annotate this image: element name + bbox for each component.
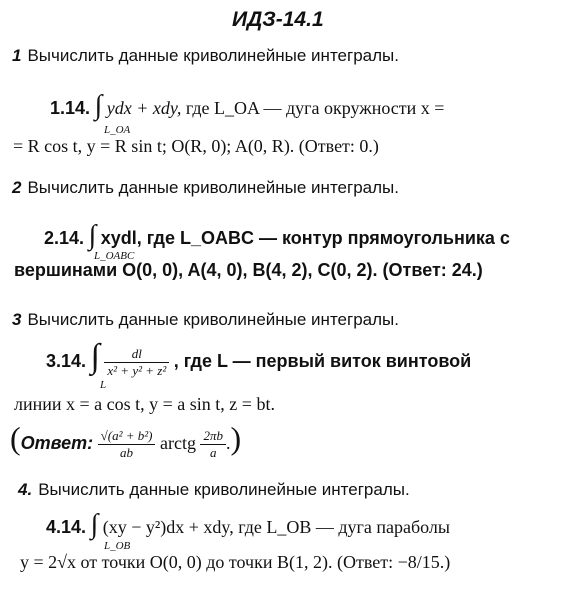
task-heading-1	[12, 46, 399, 66]
condition-text: xydl, где L_OABC — контур прямоугольника с	[100, 228, 510, 248]
fraction-denominator: ab	[120, 445, 134, 461]
page-title: ИДЗ-14.1	[232, 8, 324, 31]
integral-sign: ∫	[90, 509, 99, 540]
fraction-denominator: x² + y² + z²	[107, 363, 167, 379]
task-heading-2	[12, 178, 399, 198]
integral-subscript: L_OABC	[94, 250, 135, 262]
fraction-numerator: √(a² + b²)	[98, 428, 156, 445]
task-number: 2	[12, 178, 22, 197]
task-text: Вычислить данные криволинейные интегралы.	[27, 178, 399, 197]
problem-2-line-2: вершинами O(0, 0), A(4, 0), B(4, 2), C(0, 2). (Ответ: 24.)	[14, 260, 483, 280]
answer-end: .	[225, 433, 231, 453]
integral-subscript: L_OA	[104, 124, 131, 136]
integral-sign: ∫	[90, 338, 100, 375]
open-paren: (	[10, 420, 21, 456]
fraction-denominator: a	[209, 445, 217, 461]
integral-sign: ∫	[94, 90, 103, 121]
answer-fraction-1	[98, 428, 156, 461]
problem-number: 3.14.	[46, 351, 87, 371]
fraction-numerator: dl	[104, 346, 169, 363]
task-text: Вычислить данные криволинейные интегралы.	[38, 480, 410, 499]
integral-subscript: L	[100, 379, 107, 391]
problem-1-line-1	[50, 92, 444, 120]
task-text: Вычислить данные криволинейные интегралы.	[27, 310, 399, 329]
problem-number: 1.14.	[50, 98, 91, 118]
condition-text: (xy − y²)dx + xdy, где L_OB — дуга параболы	[102, 517, 451, 537]
problem-3-line-2: линии x = a cos t, y = a sin t, z = bt.	[14, 394, 275, 414]
answer-fraction-2	[200, 428, 226, 461]
problem-4-line-2: y = 2√x от точки O(0, 0) до точки B(1, 2). (Ответ: −8/15.)	[20, 552, 451, 572]
integrand-fraction	[104, 346, 169, 379]
problem-number: 2.14.	[44, 228, 85, 248]
answer-label: Ответ:	[20, 433, 94, 453]
close-paren: )	[230, 420, 242, 456]
problem-3-line-1	[46, 340, 471, 379]
integral-sign: ∫	[88, 220, 97, 251]
problem-number: 4.14.	[46, 517, 87, 537]
condition-text: где L_OA — дуга окружности x =	[185, 98, 445, 118]
condition-text: , где L — первый виток винтовой	[173, 351, 472, 371]
task-heading-3	[12, 310, 399, 330]
problem-2-line-1	[44, 222, 510, 250]
task-text: Вычислить данные криволинейные интегралы.	[27, 46, 399, 65]
task-number: 4.	[18, 480, 33, 499]
task-number: 1	[12, 46, 22, 65]
problem-4-line-1	[46, 511, 450, 539]
integral-subscript: L_OB	[104, 540, 131, 552]
task-number: 3	[12, 310, 22, 329]
answer-function: arctg	[159, 433, 196, 453]
integrand: ydx + xdy,	[106, 98, 182, 118]
problem-3-answer	[10, 422, 241, 461]
fraction-numerator: 2πb	[200, 428, 226, 445]
task-heading-4	[18, 480, 410, 500]
problem-1-line-2: = R cos t, y = R sin t; O(R, 0); A(0, R). (Ответ: 0.)	[13, 136, 379, 156]
